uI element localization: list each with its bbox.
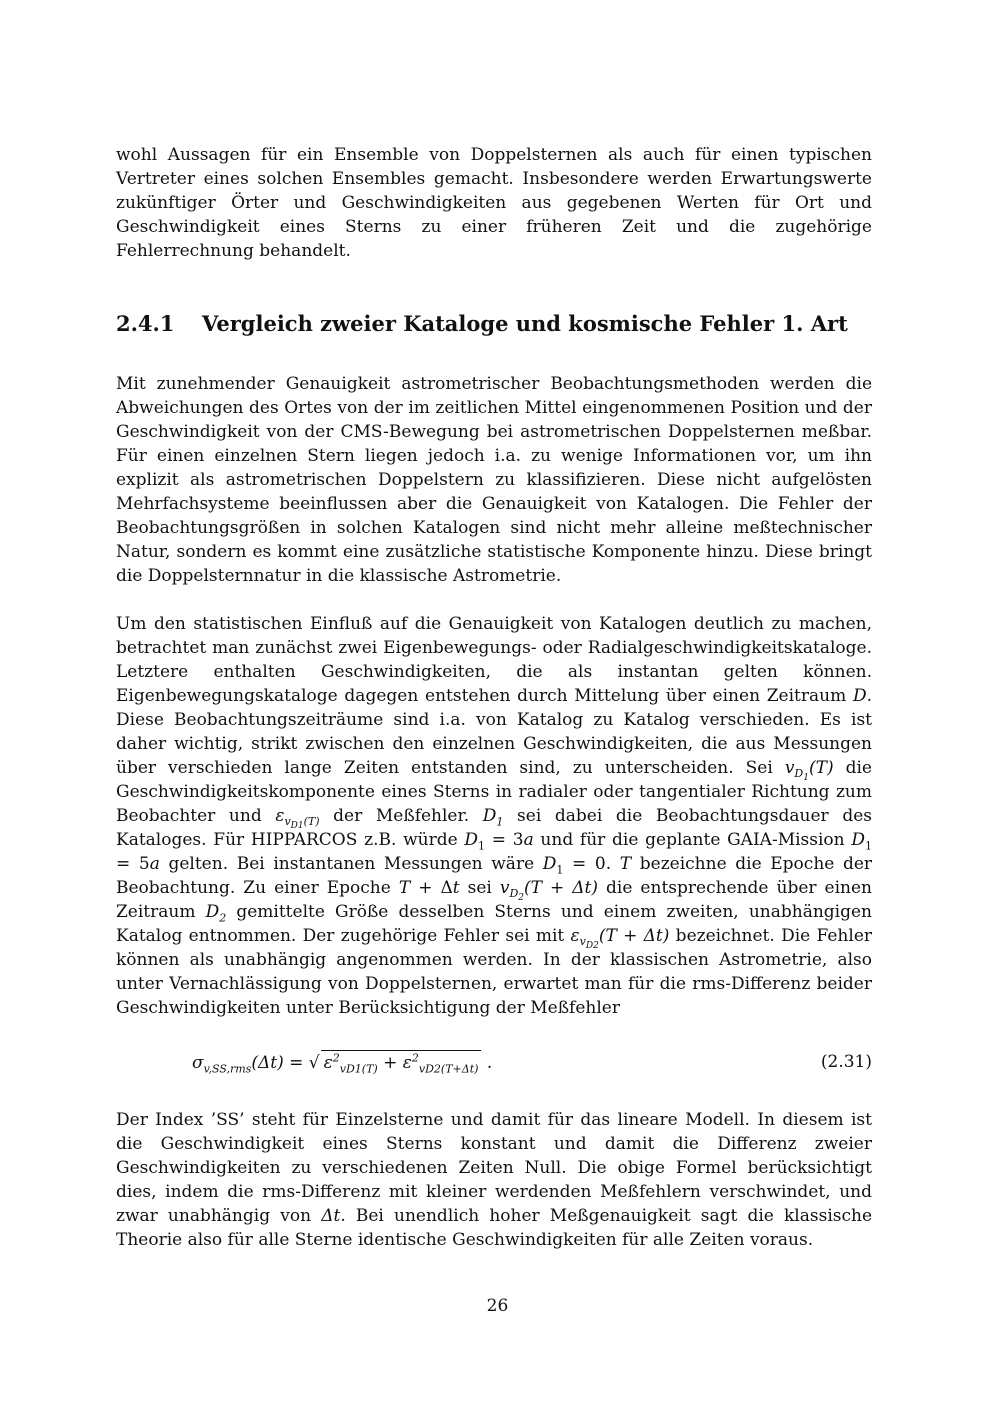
sqrt-radicand: $\varepsilon^2_{vD1(T)} + \varepsilon^2_{vD2(T+\Delta t)}$ <box>321 1050 482 1073</box>
p2-text-9: bezeichne die Epoche der Beobachtung. Zu einer Epoche <box>116 854 873 898</box>
equation-number: (2.31) <box>820 1052 872 1072</box>
paragraph-3 <box>116 1108 872 1252</box>
p2-text-3: die Geschwindigkeitskomponente eines Sterns in radialer oder tangentialer Richtung zum Beobachter und <box>116 758 872 826</box>
section-heading <box>116 310 872 338</box>
equation-body <box>192 1050 493 1076</box>
p2-text-13: bezeichnet. Die Fehler können als unabhängig angenommen werden. In der klassischen Astrometrie, also unter Vernachlässigung von Doppelsternen, erwartet man für die rms-Differenz beider Geschwindigkeiten unter Berücksichtigung der Meßfehler <box>116 926 873 1018</box>
eq-lhs-arg: (Δt) = <box>251 1053 309 1073</box>
p2-math-10: $v_{D_2}(T + \Delta t)$ <box>499 878 599 904</box>
p2-math-4: $D_1$ <box>482 806 504 829</box>
eq-term-2: ε <box>402 1053 412 1073</box>
p2-text-7: gelten. Bei instantanen Messungen wäre <box>159 854 543 874</box>
p2-text-8: . <box>605 854 620 874</box>
p2-math-5: $D_1 = 3a$ <box>464 830 534 853</box>
p2-text-12: gemittelte Größe desselben Sterns und einem zweiten, unabhängigen Katalog entnommen. Der zugehörige Fehler sei mit <box>116 902 872 946</box>
eq-lhs: σ <box>192 1053 204 1073</box>
p2-math-9: T + Δt <box>398 878 460 898</box>
p2-text-4: der Meßfehler. <box>319 806 483 826</box>
p2-math-1: D <box>852 686 867 706</box>
p2-text-1: Um den statistischen Einfluß auf die Genauigkeit von Katalogen deutlich zu machen, betrachtet man zunächst zwei Eigenbewegungs- oder Radialgeschwindigkeitskataloge. Letztere enthalten Geschwindigkeiten, die als instantan gelten können. Eigenbewegungskataloge dagegen entstehen durch Mittelung über einen Zeitraum <box>116 614 872 706</box>
paragraph-1: Mit zunehmender Genauigkeit astrometrischer Beobachtungsmethoden werden die Abweichungen des Ortes von der im zeitlichen Mittel eingenommenen Position und der Geschwindigkeit von der CMS-Bewegung bei astrometrischen Doppelsternen meßbar. Für einen einzelnen Stern liegen jedoch i.a. zu wenige Informationen vor, um ihn explizit als astrometrischen Doppelstern zu klassifizieren. Diese nicht aufgelösten Mehrfachsysteme beeinflussen aber die Genauigkeit von Katalogen. Die Fehler der Beobachtungsgrößen in solchen Katalogen sind nicht mehr alleine meßtechnischer Natur, sondern es kommt eine zusätzliche statistische Komponente hinzu. Diese bringt die Doppelsternnatur in die klassische Astrometrie. <box>116 374 872 586</box>
paragraph-2 <box>116 612 872 1020</box>
p2-text-11: die entsprechende über einen Zeitraum <box>116 878 873 922</box>
eq-tail: . <box>481 1053 493 1073</box>
p2-math-6: $D_1 = 5a$ <box>116 830 872 874</box>
p2-math-3: $\varepsilon_{v_{D1}(T)}$ <box>275 806 320 832</box>
p2-text-2: . Diese Beobachtungszeiträume sind i.a. von Katalog zu Katalog verschieden. Es ist daher wichtig, strikt zwischen den einzelnen Geschwindigkeiten, die aus Messungen über verschieden lange Zeiten entstanden sind, zu unterscheiden. Sei <box>116 686 872 778</box>
p2-math-12: $\varepsilon_{v_{D2}}(T + \Delta t)$ <box>570 926 670 952</box>
intro-paragraph: wohl Aussagen für ein Ensemble von Doppelsternen als auch für einen typischen Vertreter eines solchen Ensembles gemacht. Insbesondere werden Erwartungswerte zukünftiger Örter und Geschwindigkeiten aus gegebenen Werten für Ort und Geschwindigkeit eines Sterns zu einer früheren Zeit und die zugehörige Fehlerrechnung behandelt. <box>116 145 872 261</box>
page-number: 26 <box>486 1296 509 1316</box>
p2-text-10: sei <box>459 878 500 898</box>
eq-plus: + <box>377 1053 403 1073</box>
p2-text-6: und für die geplante GAIA-Mission <box>533 830 852 850</box>
p3-text-2: . Bei unendlich hoher Meßgenauigkeit sagt die klassische Theorie also für alle Sterne identische Geschwindigkeiten für alle Zeiten voraus. <box>116 1206 873 1250</box>
p2-math-2: $v_{D_1}(T)$ <box>784 758 834 784</box>
section-title: Vergleich zweier Kataloge und kosmische Fehler 1. Art <box>202 311 848 336</box>
p2-math-7: $D_1 = 0$ <box>542 854 606 877</box>
eq-lhs-sub: v,SS,rms <box>203 1062 252 1076</box>
equation-2-31 <box>116 1040 872 1088</box>
p3-math-1: Δt <box>321 1206 341 1226</box>
p3-text-1: Der Index ’SS’ steht für Einzelsterne und damit für das lineare Modell. In diesem ist die Geschwindigkeit eines Sterns konstant und damit die Differenz zweier Geschwindigkeiten zu verschiedenen Zeiten Null. Die obige Formel berücksichtigt dies, indem die rms-Differenz mit kleiner werdenden Meßfehlern verschwindet, und zwar unabhängig von <box>116 1110 872 1226</box>
sqrt-symbol: √ <box>308 1053 320 1073</box>
page-body <box>116 143 872 1252</box>
p2-math-11: $D_2$ <box>205 902 227 925</box>
eq-term-1: ε <box>323 1053 333 1073</box>
section-number: 2.4.1 <box>116 311 175 336</box>
p2-text-5: sei dabei die Beobachtungsdauer des Kataloges. Für HIPPARCOS z.B. würde <box>116 806 872 850</box>
p2-math-8: T <box>619 854 632 874</box>
